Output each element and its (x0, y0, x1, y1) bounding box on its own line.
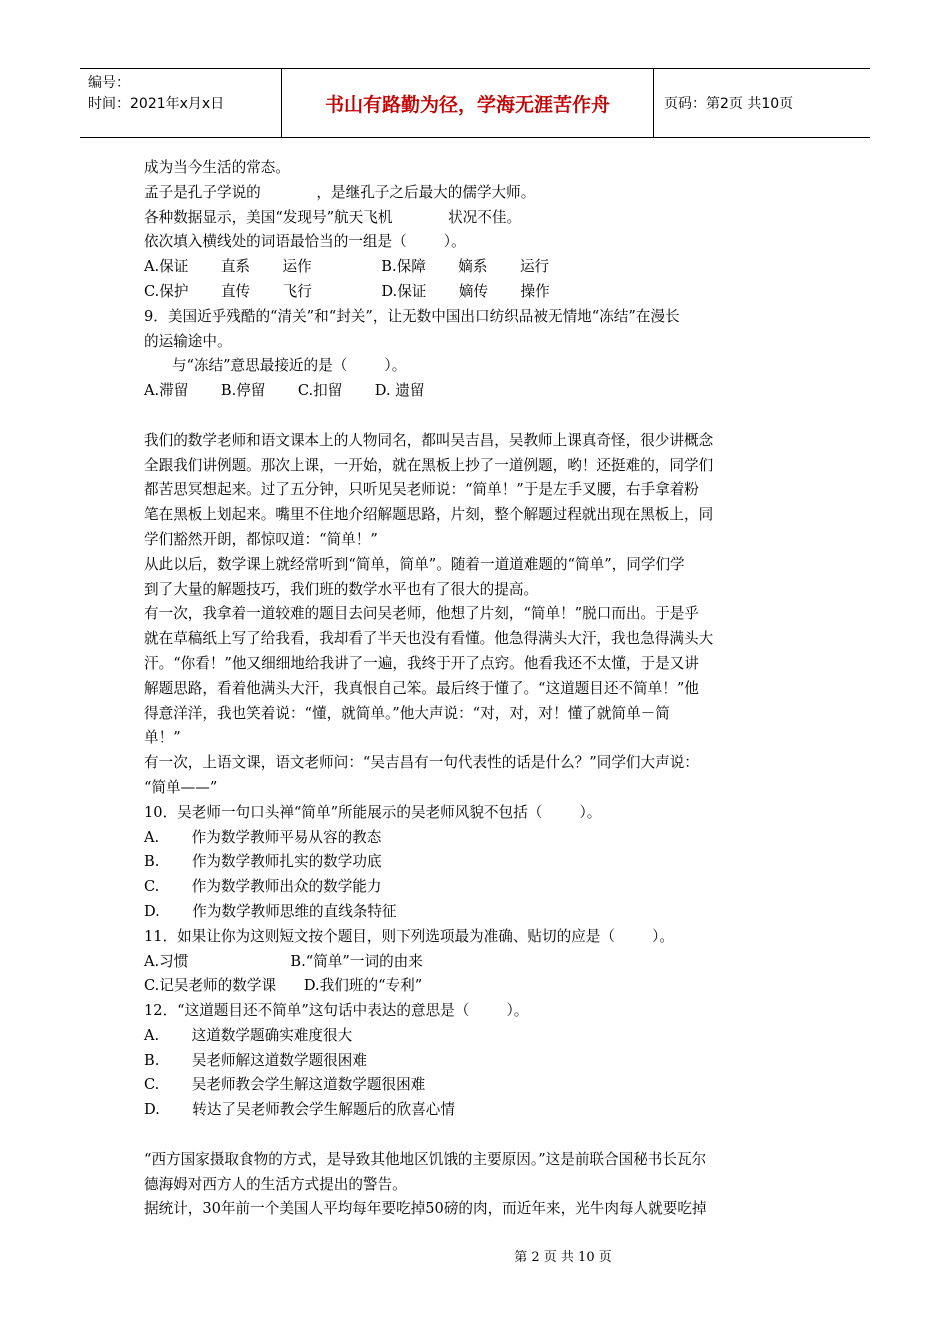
option-line: A.保证 直系 运作 B.保障 嫡系 运行 (144, 258, 550, 276)
text-line: 我们的数学老师和语文课本上的人物同名，都叫吴吉昌，吴教师上课真奇怪，很少讲概念 (144, 431, 714, 449)
option-line: D. 转达了吴老师教会学生解题后的欣喜心情 (144, 1101, 455, 1119)
question-10: 10．吴老师一句口头禅“简单”所能展示的吴老师风貌不包括（ ）。 (144, 803, 602, 821)
option-line: A. 作为数学教师平易从容的教态 (144, 828, 382, 846)
header-date: 时间：2021年x月x日 (88, 96, 225, 112)
document-body (144, 156, 810, 1222)
text-line: 学们豁然开朗，都惊叹道：“简单！” (144, 530, 378, 548)
option-line: B. 作为数学教师扎实的数学功底 (144, 853, 382, 871)
question-12: 12．“这道题目还不简单”这句话中表达的意思是（ ）。 (144, 1002, 529, 1020)
paragraph-gap (144, 1123, 810, 1148)
option-line: A.滞留 B.停留 C.扣留 D. 遗留 (144, 382, 425, 400)
question-11: 11．如果让你为这则短文按个题目，则下列选项最为准确、贴切的应是（ ）。 (144, 927, 674, 945)
option-line: C. 作为数学教师出众的数学能力 (144, 878, 382, 896)
reading-passage-1 (144, 429, 810, 1123)
text-line: 从此以后，数学课上就经常听到“简单，简单”。随着一道道难题的“简单”，同学们学 (144, 555, 685, 573)
text-line: 单！” (144, 729, 181, 747)
text-line: 有一次，我拿着一道较难的题目去问吴老师，他想了片刻，“简单！”脱口而出。于是乎 (144, 605, 699, 623)
option-line: C.保护 直传 飞行 D.保证 嫡传 操作 (144, 282, 550, 300)
text-line: 的运输途中。 (144, 332, 232, 350)
footer-page-number: 第 2 页 共 10 页 (514, 1250, 612, 1265)
option-line: C.记吴老师的数学课 D.我们班的“专利” (144, 977, 423, 995)
option-line: A.习惯 B.“简单”一词的由来 (144, 952, 423, 970)
text-line: 汗。“你看！”他又细细地给我讲了一遍，我终于开了点窍。他看我还不太懂，于是又讲 (144, 654, 699, 672)
page-footer (0, 1246, 950, 1265)
question-9: 9．美国近乎残酷的“清关”和“封关”，让无数中国出口纺织品被无情地“冻结”在漫长 (144, 307, 680, 325)
text-line: 德海姆对西方人的生活方式提出的警告。 (144, 1175, 407, 1193)
header-meta (80, 69, 282, 137)
text-line: 解题思路，看着他满头大汗，我真恨自己笨。最后终于懂了。“这道题目还不简单！”他 (144, 679, 699, 697)
text-line: 都苦思冥想起来。过了五分钟，只听见吴老师说：“简单！”于是左手叉腰，右手拿着粉 (144, 481, 699, 499)
option-line: A. 这道数学题确实难度很大 (144, 1026, 353, 1044)
text-line: 依次填入横线处的词语最恰当的一组是（ ）。 (144, 233, 466, 251)
header-page-number: 页码：第2页 共10页 (664, 96, 794, 112)
header-motto: 书山有路勤为径，学海无涯苦作舟 (282, 69, 654, 137)
text-line: 就在草稿纸上写了给我看，我却看了半天也没有看懂。他急得满头大汗，我也急得满头大 (144, 630, 714, 648)
text-line: 到了大量的解题技巧，我们班的数学水平也有了很大的提高。 (144, 580, 539, 598)
text-line: 据统计，30年前一个美国人平均每年要吃掉50磅的肉，而近年来，光牛肉每人就要吃掉 (144, 1200, 707, 1218)
header-number: 编号： (88, 75, 130, 91)
option-line: B. 吴老师解这道数学题很困难 (144, 1051, 367, 1069)
option-line: C. 吴老师教会学生解这道数学题很困难 (144, 1076, 426, 1094)
text-line: 各种数据显示，美国“发现号”航天飞机 状况不佳。 (144, 208, 522, 226)
text-line: “西方国家摄取食物的方式，是导致其他地区饥饿的主要原因。”这是前联合国秘书长瓦尔 (144, 1150, 707, 1168)
question-block-8-9 (144, 156, 810, 404)
text-line: 成为当今生活的常态。 (144, 159, 290, 176)
text-line: 与“冻结”意思最接近的是（ ）。 (144, 357, 407, 375)
text-line: 有一次，上语文课，语文老师问：“吴吉昌有一句代表性的话是什么？”同学们大声说： (144, 754, 699, 772)
text-line: 全跟我们讲例题。那次上课，一开始，就在黑板上抄了一道例题，哟！还挺难的，同学们 (144, 456, 714, 474)
reading-passage-2 (144, 1148, 810, 1222)
text-line: 孟子是孔子学说的 ，是继孔子之后最大的儒学大师。 (144, 183, 536, 201)
text-line: 笔在黑板上划起来。嘴里不住地介绍解题思路，片刻，整个解题过程就出现在黑板上，同 (144, 506, 714, 524)
text-line: 得意洋洋，我也笑着说：“懂，就简单。”他大声说：“对，对，对！懂了就简单－简 (144, 704, 670, 722)
option-line: D. 作为数学教师思维的直线条特征 (144, 902, 397, 920)
paragraph-gap (144, 404, 810, 429)
text-line: “简单——” (144, 778, 218, 796)
page-header (80, 68, 870, 138)
